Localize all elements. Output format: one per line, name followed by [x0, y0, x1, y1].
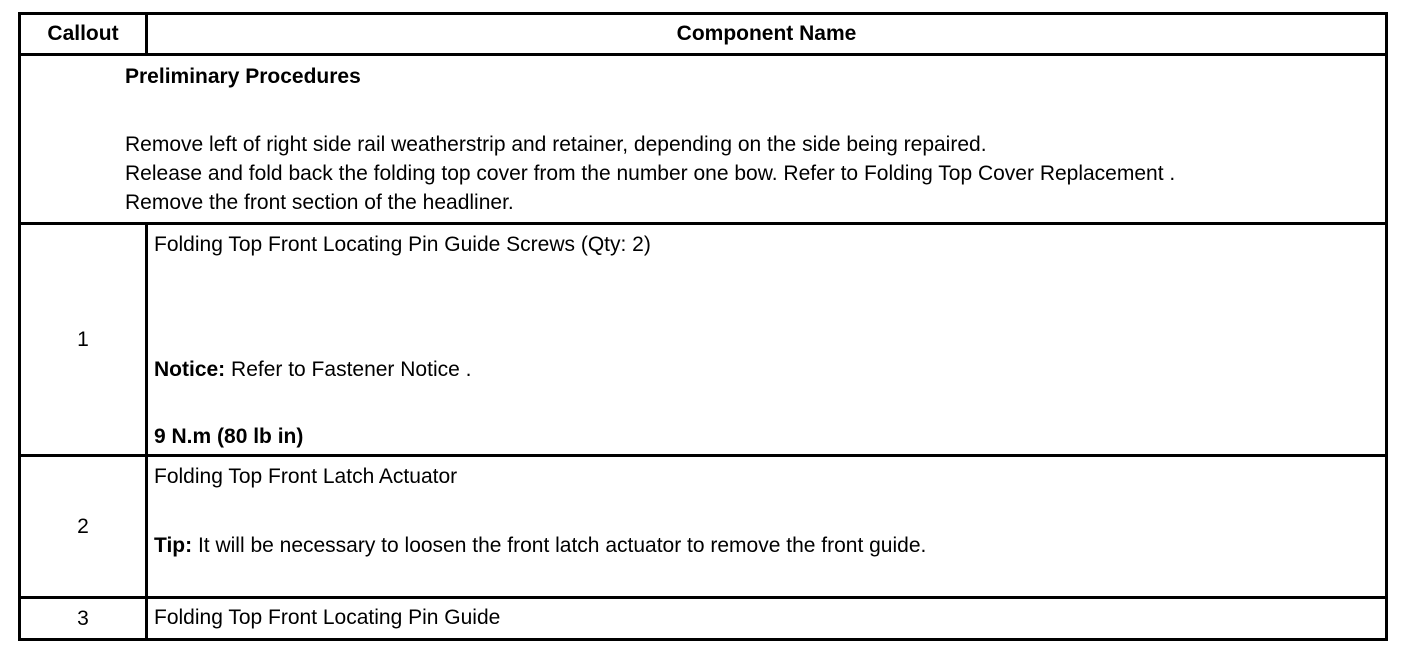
procedure-table [18, 12, 1388, 641]
preliminary-step: Remove left of right side rail weatherstrip and retainer, depending on the side being repaired. [125, 133, 987, 156]
notice-line [154, 356, 471, 384]
tip-line [154, 532, 926, 560]
component-name: Folding Top Front Latch Actuator [154, 465, 458, 488]
table-row [21, 457, 1385, 599]
preliminary-step: Remove the front section of the headliner. [125, 191, 514, 214]
callout-number: 1 [21, 225, 148, 454]
notice-label: Notice: [154, 358, 226, 381]
preliminary-step: Release and fold back the folding top cover from the number one bow. Refer to Folding Top Cover Replacement . [125, 162, 1176, 185]
component-cell [148, 599, 1385, 638]
table-row [21, 225, 1385, 457]
tip-label: Tip: [154, 534, 193, 557]
component-name: Folding Top Front Locating Pin Guide [154, 606, 501, 629]
component-cell [148, 225, 1385, 454]
callout-number: 2 [21, 457, 148, 596]
callout-number: 3 [21, 599, 148, 638]
torque-spec: 9 N.m (80 lb in) [154, 425, 304, 448]
preliminary-procedures-row [21, 56, 1385, 225]
component-name: Folding Top Front Locating Pin Guide Screws (Qty: 2) [154, 233, 651, 256]
preliminary-title: Preliminary Procedures [125, 65, 361, 88]
header-component-name: Component Name [676, 22, 857, 45]
table-row [21, 599, 1385, 638]
notice-text: Refer to Fastener Notice . [225, 358, 472, 381]
tip-text: It will be necessary to loosen the front latch actuator to remove the front guide. [192, 534, 927, 557]
header-callout: Callout [21, 15, 148, 53]
component-cell [148, 457, 1385, 596]
table-header-row [21, 15, 1385, 56]
